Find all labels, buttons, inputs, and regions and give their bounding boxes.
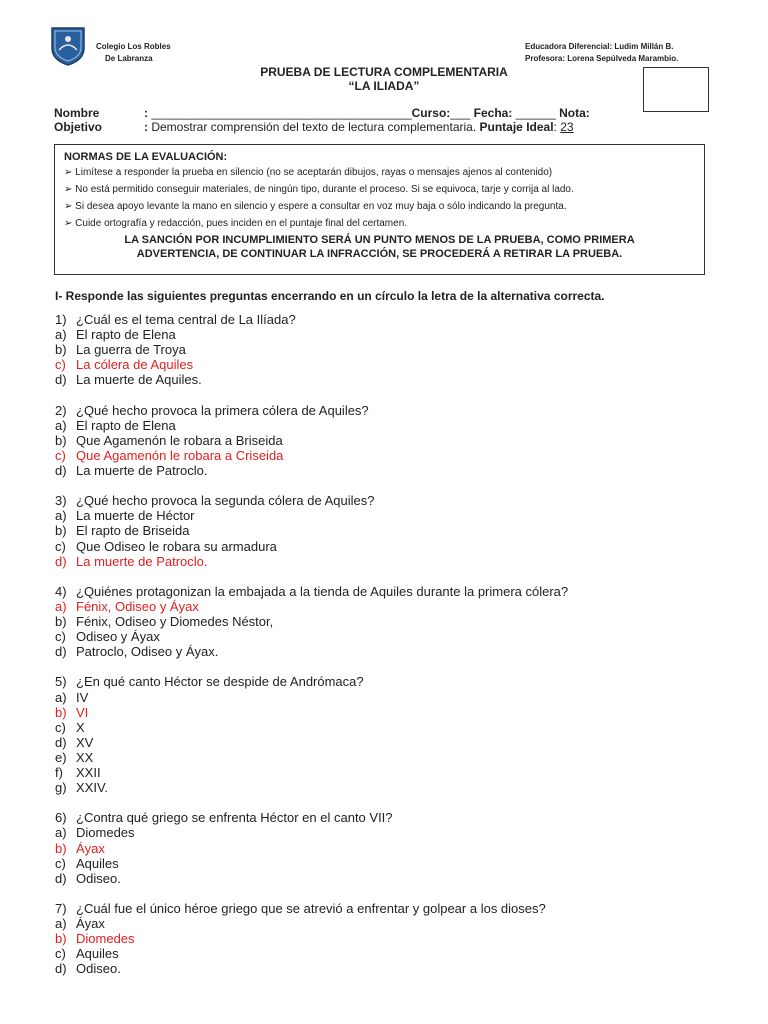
question-text: ¿Cuál fue el único héroe griego que se atrevió a enfrentar y golpear a los dioses?	[76, 900, 546, 916]
question-6	[55, 810, 393, 825]
option-text: La muerte de Héctor	[76, 508, 195, 524]
answer-option[interactable]	[55, 825, 135, 840]
test-title: PRUEBA DE LECTURA COMPLEMENTARIA	[260, 65, 508, 79]
option-text: El rapto de Elena	[76, 417, 176, 433]
option-text: El rapto de Elena	[76, 327, 176, 343]
test-subtitle: “LA ILIADA”	[348, 79, 420, 93]
answer-option[interactable]	[55, 629, 160, 644]
answer-option[interactable]	[55, 523, 189, 538]
option-text: Áyax	[76, 916, 105, 931]
option-text: Áyax	[76, 840, 105, 856]
arrow-bullet-icon: ➢	[64, 201, 73, 212]
option-letter: f)	[55, 765, 63, 780]
option-text: IV	[76, 689, 89, 705]
arrow-bullet-icon: ➢	[64, 218, 73, 229]
course-line: ___	[450, 106, 471, 120]
option-text: Diomedes	[76, 931, 135, 947]
course-label: Curso:	[411, 106, 451, 120]
question-number: 1)	[55, 312, 67, 327]
question-number: 5)	[55, 674, 67, 690]
option-text: Fénix, Odiseo y Diomedes Néstor,	[76, 614, 274, 629]
option-letter: c)	[55, 538, 66, 554]
answer-option[interactable]	[55, 856, 119, 871]
option-text: XXII	[76, 765, 101, 780]
option-letter: b)	[55, 342, 67, 358]
option-text: Que Agamenón le robara a Briseida	[76, 432, 283, 448]
option-text: Odiseo y Áyax	[76, 629, 160, 645]
answer-option[interactable]	[55, 720, 85, 735]
objective-colon: :	[144, 120, 148, 134]
option-letter: a)	[55, 916, 67, 931]
school-location: De Labranza	[105, 54, 153, 63]
sanction-line-1: LA SANCIÓN POR INCUMPLIMIENTO SERÁ UN PUNTO MENOS DE LA PRUEBA, COMO PRIMERA	[124, 234, 635, 246]
sanction-line-2: ADVERTENCIA, DE CONTINUAR LA INFRACCIÓN, SE PROCEDERÁ A RETIRAR LA PRUEBA.	[136, 248, 623, 260]
name-label: Nombre	[54, 106, 100, 120]
objective-label: Objetivo	[54, 120, 103, 134]
option-letter: d)	[55, 961, 67, 977]
answer-option[interactable]	[55, 342, 186, 357]
grade-label: Nota:	[559, 106, 590, 120]
option-letter: b)	[55, 704, 67, 720]
answer-option[interactable]	[55, 780, 108, 795]
option-letter: a)	[55, 417, 67, 433]
question-4	[55, 584, 568, 599]
option-text: Diomedes	[76, 825, 135, 841]
question-number: 4)	[55, 583, 67, 599]
option-text: Patroclo, Odiseo y Áyax.	[76, 644, 219, 660]
rule-text: No está permitido conseguir materiales, de ningún tipo, durante el proceso. Si se equivoca, tarje y corrija al lado.	[75, 184, 574, 195]
answer-option[interactable]	[55, 327, 176, 342]
option-letter: c)	[55, 855, 66, 871]
answer-option[interactable]	[55, 418, 176, 433]
option-text: XXIV.	[76, 780, 109, 796]
answer-option[interactable]	[55, 735, 93, 750]
name-line: _______________________________________	[151, 106, 412, 120]
option-letter: d)	[55, 644, 67, 660]
answer-option[interactable]	[55, 372, 202, 387]
option-letter: a)	[55, 825, 67, 841]
question-text: ¿Quiénes protagonizan la embajada a la tienda de Aquiles durante la primera cólera?	[76, 583, 569, 599]
answer-option[interactable]	[55, 508, 195, 523]
option-letter: c)	[55, 719, 66, 735]
option-letter: b)	[55, 614, 67, 629]
option-text: Fénix, Odiseo y Áyax	[76, 598, 199, 614]
option-text: El rapto de Briseida	[76, 523, 190, 539]
answer-option[interactable]	[55, 554, 208, 569]
option-letter: a)	[55, 508, 67, 524]
answer-option[interactable]	[55, 448, 283, 463]
answer-option[interactable]	[55, 750, 93, 765]
objective-line	[144, 120, 574, 134]
answer-option[interactable]	[55, 946, 119, 961]
rule-item	[64, 184, 574, 195]
ideal-score-label: Puntaje Ideal	[479, 120, 554, 134]
option-text: La cólera de Aquiles	[76, 357, 194, 373]
option-text: XX	[76, 749, 94, 765]
question-2	[55, 403, 369, 418]
teacher-name: Profesora: Lorena Sepúlveda Marambio.	[525, 54, 679, 63]
score-box[interactable]	[643, 67, 709, 112]
option-letter: c)	[55, 447, 66, 463]
question-number: 7)	[55, 900, 67, 916]
rule-text: Cuide ortografía y redacción, pues inciden en el puntaje final del certamen.	[75, 218, 408, 229]
option-letter: e)	[55, 749, 67, 765]
school-crest-logo	[50, 26, 86, 66]
objective-text: Demostrar comprensión del texto de lectura complementaria.	[151, 120, 477, 134]
option-letter: a)	[55, 327, 67, 343]
question-text: ¿Contra qué griego se enfrenta Héctor en el canto VII?	[76, 810, 393, 826]
option-letter: b)	[55, 931, 67, 947]
option-text: Aquiles	[76, 855, 119, 871]
arrow-bullet-icon: ➢	[64, 167, 73, 178]
option-text: X	[76, 719, 85, 735]
question-7	[55, 901, 546, 916]
option-letter: a)	[55, 598, 67, 614]
option-text: La muerte de Patroclo.	[76, 553, 208, 569]
answer-option[interactable]	[55, 961, 121, 976]
ideal-score-colon: :	[553, 120, 557, 134]
question-text: ¿Qué hecho provoca la primera cólera de Aquiles?	[76, 402, 369, 418]
option-letter: d)	[55, 553, 67, 569]
school-name: Colegio Los Robles	[96, 42, 171, 51]
name-colon: :	[144, 106, 148, 120]
option-text: Que Agamenón le robara a Criseida	[76, 447, 284, 463]
rules-title: NORMAS DE LA EVALUACIÓN:	[64, 151, 228, 163]
question-text: ¿Qué hecho provoca la segunda cólera de Aquiles?	[76, 493, 375, 509]
rule-item	[64, 167, 552, 178]
option-text: La muerte de Patroclo.	[76, 463, 208, 478]
option-letter: d)	[55, 372, 67, 388]
option-letter: g)	[55, 780, 67, 796]
option-letter: b)	[55, 840, 67, 856]
date-label: Fecha:	[473, 106, 513, 120]
question-number: 6)	[55, 810, 67, 826]
rule-text: Si desea apoyo levante la mano en silencio y espere a consultar en voz muy baja o sólo indicando la pregunta.	[75, 201, 567, 212]
question-1	[55, 312, 296, 327]
answer-option[interactable]	[55, 690, 88, 705]
arrow-bullet-icon: ➢	[64, 184, 73, 195]
option-letter: c)	[55, 629, 66, 645]
ideal-score-value: 23	[560, 120, 574, 134]
section-instructions: I- Responde las siguientes preguntas encerrando en un círculo la letra de la alternativa correcta.	[55, 289, 605, 303]
option-letter: a)	[55, 689, 67, 705]
name-field[interactable]	[144, 106, 590, 120]
question-5	[55, 674, 364, 689]
answer-option[interactable]	[55, 539, 277, 554]
answer-option[interactable]	[55, 599, 199, 614]
date-line: ______	[515, 106, 556, 120]
answer-option[interactable]	[55, 916, 105, 931]
question-number: 2)	[55, 402, 67, 418]
option-text: XV	[76, 734, 94, 750]
option-text: Odiseo.	[76, 870, 121, 886]
question-text: ¿En qué canto Héctor se despide de Andrómaca?	[76, 674, 364, 690]
option-letter: d)	[55, 870, 67, 886]
question-3	[55, 493, 374, 508]
answer-option[interactable]	[55, 644, 218, 659]
option-text: La guerra de Troya	[76, 342, 186, 358]
answer-option[interactable]	[55, 357, 193, 372]
option-text: Que Odiseo le robara su armadura	[76, 538, 277, 554]
rule-item	[64, 201, 567, 212]
question-text: ¿Cuál es el tema central de La Ilíada?	[76, 312, 296, 327]
answer-option[interactable]	[55, 931, 135, 946]
rule-text: Limítese a responder la prueba en silencio (no se aceptarán dibujos, rayas o mensajes ajenos al contenido)	[75, 167, 553, 178]
question-number: 3)	[55, 493, 67, 509]
option-letter: d)	[55, 463, 67, 478]
answer-option[interactable]	[55, 871, 121, 886]
option-text: La muerte de Aquiles.	[76, 372, 202, 388]
answer-option[interactable]	[55, 433, 283, 448]
option-letter: b)	[55, 432, 67, 448]
option-letter: d)	[55, 734, 67, 750]
option-text: Aquiles	[76, 946, 119, 962]
answer-option[interactable]	[55, 614, 273, 629]
option-letter: c)	[55, 946, 66, 962]
answer-option[interactable]	[55, 705, 88, 720]
option-text: Odiseo.	[76, 961, 121, 977]
answer-option[interactable]	[55, 463, 208, 478]
option-letter: c)	[55, 357, 66, 373]
answer-option[interactable]	[55, 841, 105, 856]
option-text: VI	[76, 704, 89, 720]
option-letter: b)	[55, 523, 67, 539]
rule-item	[64, 218, 407, 229]
answer-option[interactable]	[55, 765, 101, 780]
special-educator: Educadora Diferencial: Ludim Millán B.	[525, 42, 674, 51]
